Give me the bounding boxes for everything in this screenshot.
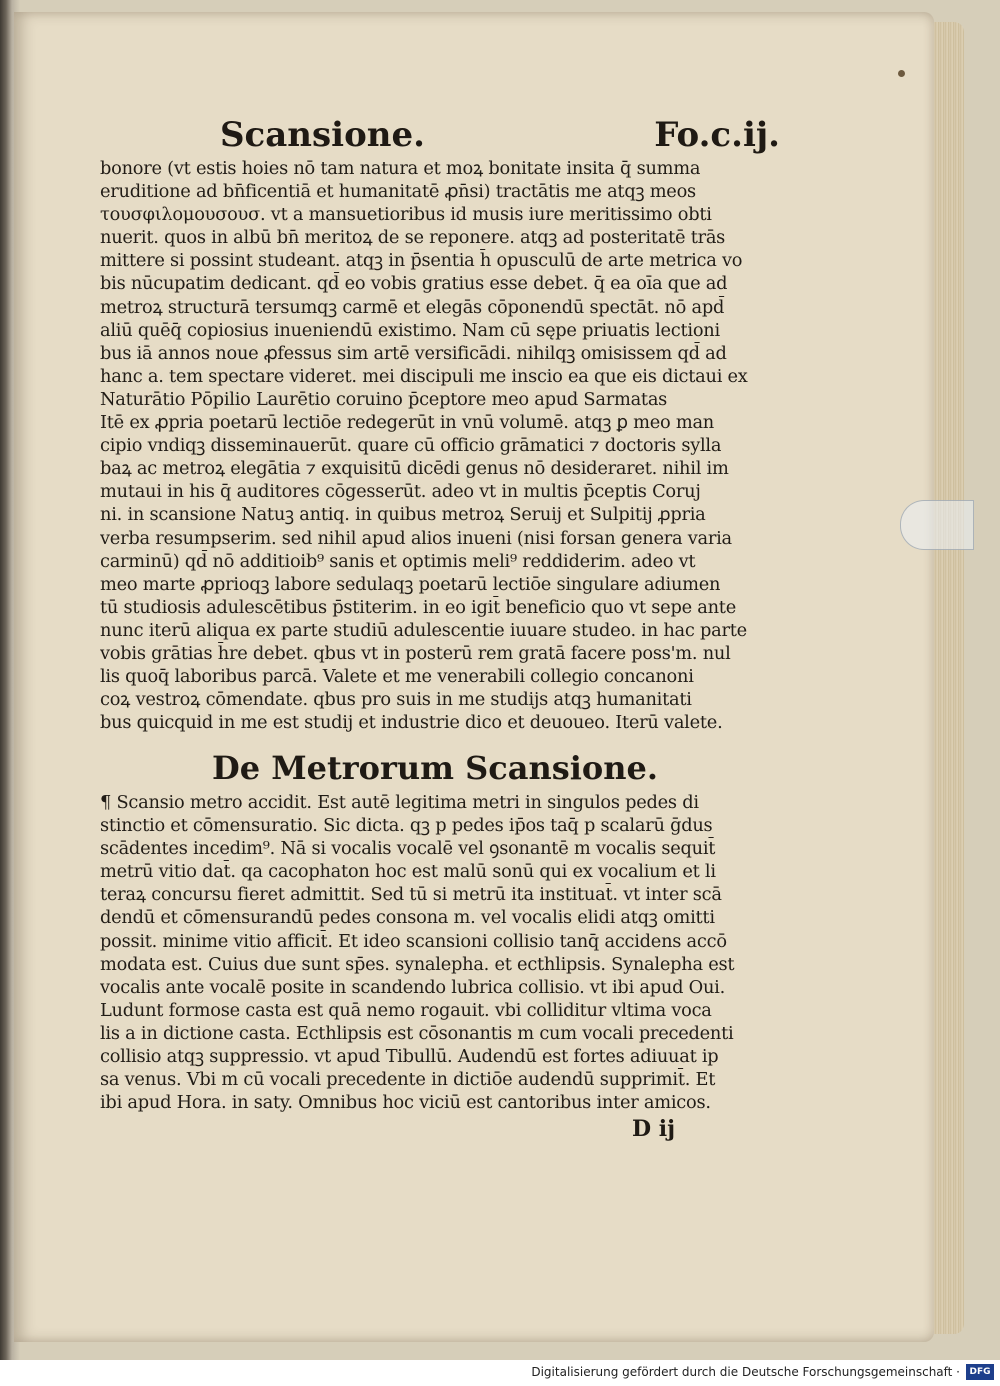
text-line: bonore (vt estis hoies nō tam natura et moꝝ bonitate insita q̄ summa: [100, 158, 701, 179]
page-edges: [934, 22, 964, 1334]
text-line: aliū quēq̄ copiosius inueniendū existimo. Nam cū sępe priuatis lectioni: [100, 319, 720, 341]
text-line: coꝝ vestroꝝ cōmendate. qbus pro suis in me studijs atqꝫ humanitati: [100, 689, 692, 711]
section-title: De Metrorum Scansione.: [211, 749, 658, 787]
text-line: stinctio et cōmensuratio. Sic dicta. qꝫ p pedes ip̄os taq̄ p scalarū ḡdus: [100, 815, 713, 837]
scansion-text: [100, 791, 770, 1114]
text-line: baꝝ ac metroꝝ elegātia ⁊ exquisitū dicēdi genus nō desideraret. nihil im: [100, 458, 729, 480]
dfg-logo: DFG: [966, 1364, 994, 1380]
text-line: vobis grātias h̄re debet. qbus vt in posterū rem gratā facere poss'm. nul: [100, 642, 731, 664]
text-line: meo marte ꝓprioqꝫ labore sedulaqꝫ poetarū lectiōe singulare adiumen: [100, 573, 721, 595]
text-line: verba resumpserim. sed nihil apud alios inueni (nisi forsan genera varia: [100, 527, 732, 549]
text-line: τουσφιλομουσουσ. vt a mansuetioribus id musis iure meritissimo obti: [100, 204, 712, 226]
text-line: nunc iterū aliqua ex parte studiū adulescentie iuuare studeo. in hac parte: [100, 619, 747, 641]
ink-spot: [898, 70, 905, 77]
text-line: bus quicquid in me est studij et industrie dico et deuoueo. Iterū valete.: [100, 712, 723, 734]
text-line: bis nūcupatim dedicant. qd̄ eo vobis gratius esse debet. q̄ ea oīa que ad: [100, 273, 728, 295]
text-line: carminū) qd̄ nō additioib⁹ sanis et optimis meli⁹ reddiderim. adeo vt: [100, 550, 696, 572]
text-line: bus iā annos noue ꝓfessus sim artē versificādi. nihilqꝫ omisissem qd̄ ad: [100, 342, 727, 364]
text-line: metroꝝ structurā tersumqꝫ carmē et elegās cōponendū spectāt. nō apd̄: [100, 296, 725, 318]
text-line: Ludunt formose casta est quā nemo rogauit. vbi colliditur vltima voca: [100, 999, 712, 1021]
folio-number: Fo.c.ij.: [654, 115, 780, 155]
digitization-footer: [0, 1360, 1000, 1386]
text-line: lis quoq̄ laboribus parcā. Valete et me venerabili collegio concanoni: [100, 666, 694, 688]
text-line: ni. in scansione Natuꝫ antiq. in quibus metroꝝ Seruij et Sulpitij ꝓpria: [100, 504, 706, 526]
running-head-title: Scansione.: [220, 115, 425, 155]
text-line: dendū et cōmensurandū pedes consona m. vel vocalis elidi atqꝫ omitti: [100, 907, 715, 929]
text-line: Itē ex ꝓpria poetarū lectiōe redegerūt in vnū volumē. atqꝫ ꝑ meo man: [100, 412, 714, 434]
text-line: ibi apud Hora. in saty. Omnibus hoc viciū est cantoribus inter amicos.: [100, 1092, 711, 1114]
text-line: ¶ Scansio metro accidit. Est autē legitima metri in singulos pedes di: [100, 792, 699, 813]
text-line: cipio vndiqꝫ disseminauerūt. quare cū officio grāmatici ⁊ doctoris sylla: [100, 435, 722, 457]
text-line: metrū vitio dat̄. qa cacophaton hoc est malū sonū qui ex vocalium et li: [100, 861, 716, 883]
text-line: teraꝝ concursu fieret admittit. Sed tū si metrū ita instituat̄. vt inter scā: [100, 884, 722, 906]
text-line: hanc a. tem spectare videret. mei discipuli me inscio ea que eis dictaui ex: [100, 365, 748, 387]
text-line: mutaui in his q̄ auditores cōgesserūt. adeo vt in multis p̄ceptis Coruj: [100, 481, 701, 503]
text-line: scādentes incedim⁹. Nā si vocalis vocalē vel ꝯsonantē m vocalis sequit̄: [100, 838, 716, 860]
footer-credit: Digitalisierung gefördert durch die Deutsche Forschungsgemeinschaft ·: [531, 1365, 960, 1379]
text-line: vocalis ante vocalē posite in scandendo lubrica collisio. vt ibi apud Oui.: [100, 976, 725, 998]
running-head: [220, 115, 780, 155]
transparent-strip: [900, 500, 974, 550]
text-line: Naturātio Pōpilio Laurētio coruino p̄ceptore meo apud Sarmatas: [100, 388, 668, 410]
text-line: eruditione ad bn̄ficentiā et humanitatē ꝓn̄si) tractātis me atqꝫ meos: [100, 181, 696, 203]
signature-mark: D ij: [632, 1116, 676, 1142]
text-line: modata est. Cuius due sunt sp̄es. synalepha. et ecthlipsis. Synalepha est: [100, 953, 735, 975]
text-line: mittere si possint studeant. atqꝫ in p̄sentia h̄ opusculū de arte metrica vo: [100, 250, 743, 272]
text-line: lis a in dictione casta. Ecthlipsis est cōsonantis m cum vocali precedenti: [100, 1022, 734, 1044]
text-line: sa venus. Vbi m cū vocali precedente in dictiōe audendū supprimit̄. Et: [100, 1069, 716, 1091]
text-line: possit. minime vitio afficit̄. Et ideo scansioni collisio tanq̄ accidens accō: [100, 930, 727, 952]
text-line: collisio atqꝫ suppressio. vt apud Tibullū. Audendū est fortes adiuuat ip: [100, 1046, 719, 1068]
text-line: nuerit. quos in albū bn̄ meritoꝝ de se reponere. atqꝫ ad posteritatē trās: [100, 227, 726, 249]
text-line: tū studiosis adulescētibus p̄stiterim. in eo igit̄ beneficio quo vt sepe ante: [100, 596, 736, 618]
dedication-text: [100, 157, 770, 734]
